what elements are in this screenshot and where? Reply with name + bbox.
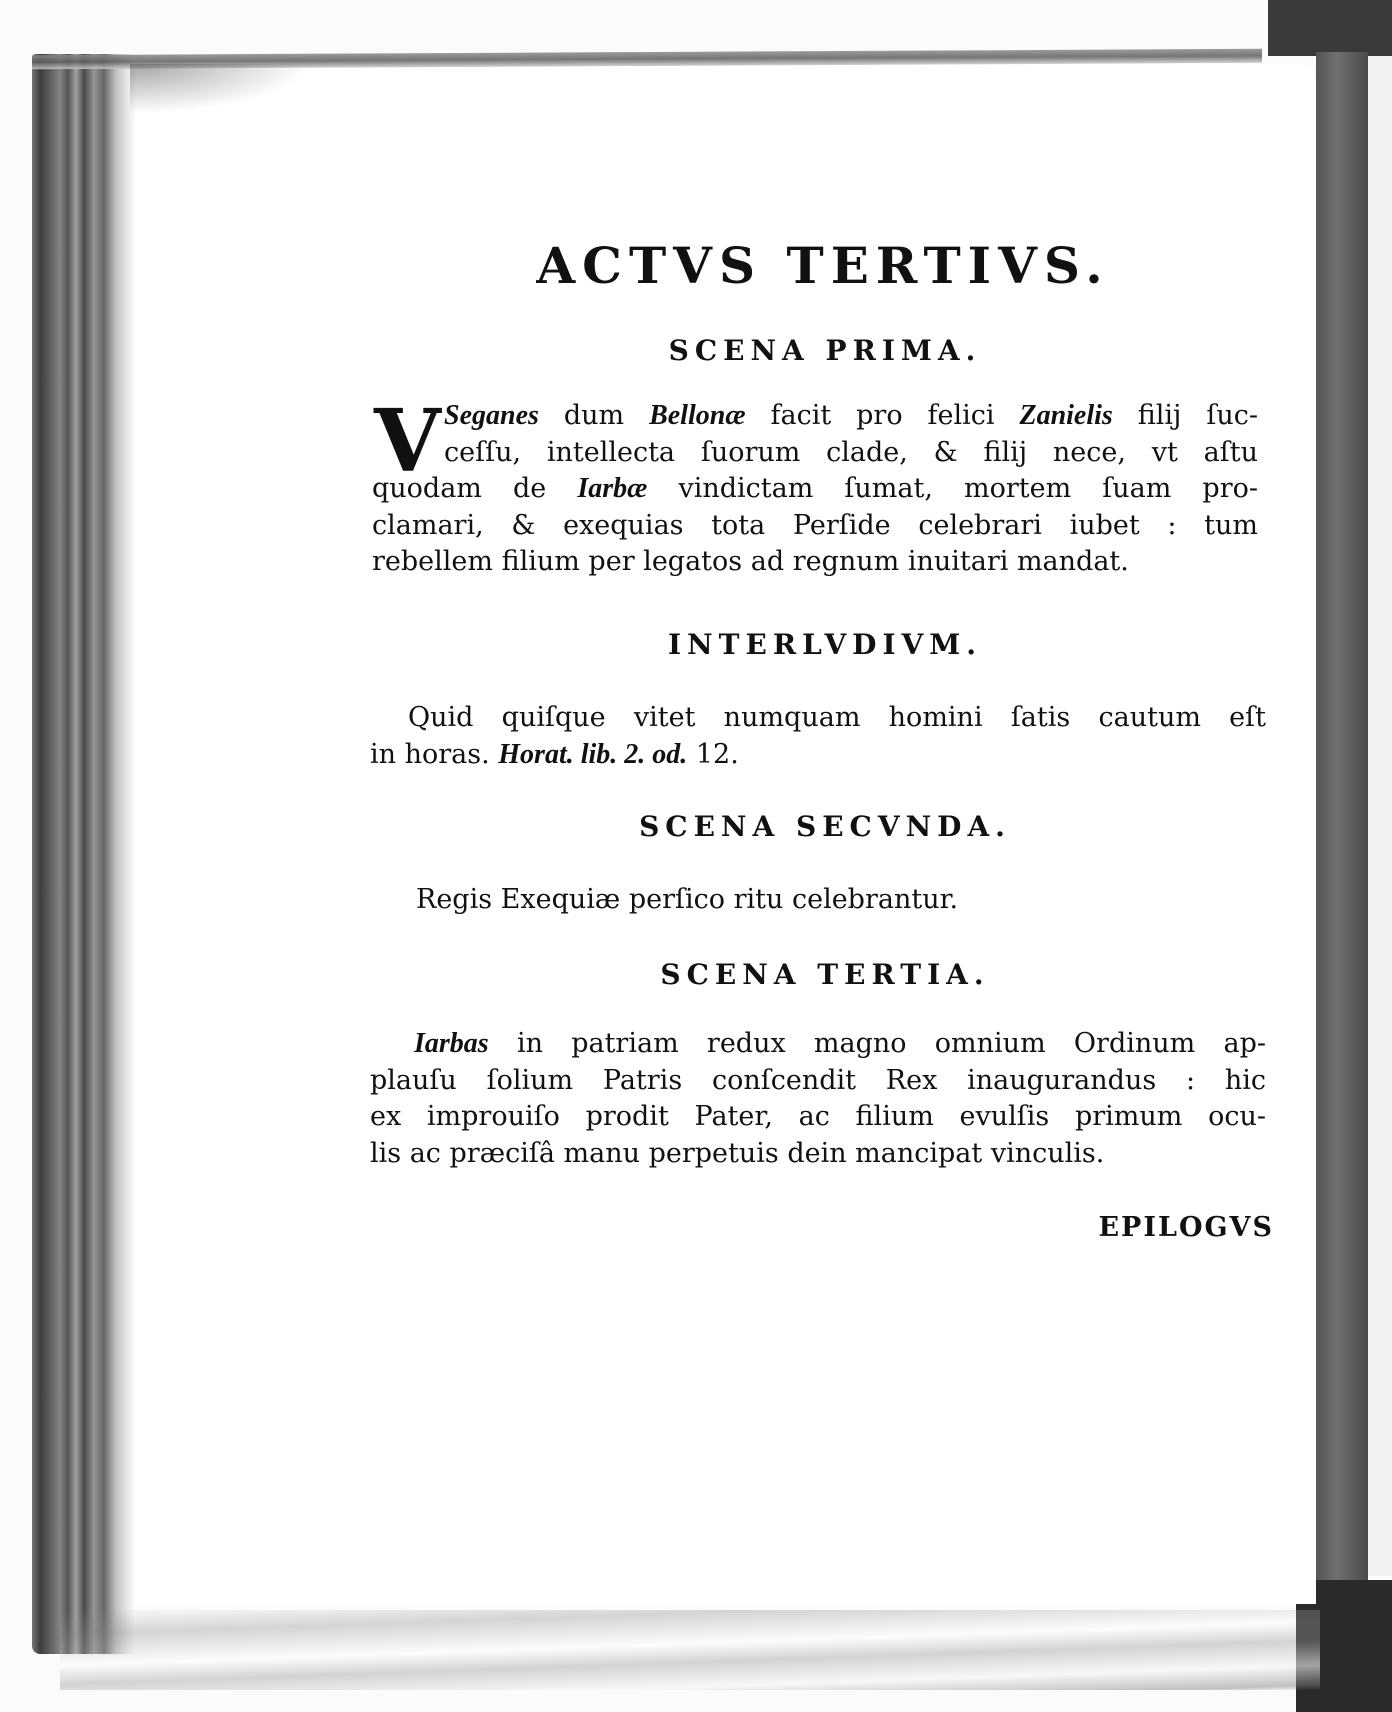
text-segment: in patriam redux magno omnium Ordinum ap- [488,1028,1266,1059]
text-line [372,398,1258,435]
act-title: ACTVS TERTIVS. [536,236,1110,295]
name-iarbae: Iarbæ [577,473,648,504]
name-bellonae: Bellonæ [649,400,746,431]
page-stack-left-edge [32,54,136,1654]
text-segment: lis ac præciſâ manu perpetuis dein mancipat vinculis. [370,1137,1105,1169]
interludium-text [370,700,1266,773]
text-segment: filij ſuc- [1112,400,1258,431]
text-segment: in horas. [370,738,499,770]
corner-shadow [130,64,310,114]
catchword: EPILOGVS [1098,1212,1274,1243]
text-segment: ceſſu, intellecta ſuorum clade, & filij nece, vt aſtu [444,436,1258,468]
text-segment: plauſu ſolium Patris conſcendit Rex inaugurandus : hic [370,1064,1266,1096]
text-line [370,1026,1266,1063]
page-stack-bottom-edge [60,1610,1320,1690]
text-line [370,1136,1266,1173]
text-segment: ex improuiſo prodit Pater, ac filium evulſis primum ocu- [370,1101,1266,1132]
text-segment: quodam de [372,473,578,504]
name-zanielis: Zanielis [1019,400,1113,431]
scene-heading-secunda: SCENA SECVNDA. [639,810,1011,843]
scene-heading-interludium: INTERLVDIVM. [667,628,983,661]
text-line [370,1063,1266,1100]
text-line [416,882,1266,919]
book-edge-right [1316,52,1368,1712]
drop-cap: V [374,391,441,492]
text-line [370,700,1266,737]
text-line [372,544,1258,581]
text-segment: vindictam ſumat, mortem ſuam pro- [647,473,1258,504]
text-line [372,435,1258,472]
scanner-shadow-top-right [1268,0,1392,56]
name-iarbas: Iarbas [414,1028,489,1059]
text-line [372,508,1258,545]
text-segment: rebellem filium per legatos ad regnum inuitari mandat. [372,546,1129,577]
text-segment: facit pro felici [745,400,1020,431]
text-line [370,737,1266,774]
text-line [372,471,1258,508]
text-segment: 12. [687,738,739,770]
text-segment: Regis Exequiæ perſico ritu celebrantur. [416,884,959,915]
scene-tertia-text [370,1026,1266,1172]
citation-horace: Horat. lib. 2. od. [498,738,688,770]
scene-secunda-text [416,882,1266,919]
text-line [370,1099,1266,1136]
scanner-margin-right [1368,56,1392,1576]
scene-prima-text [372,391,1258,581]
text-segment: clamari, & exequias tota Perſide celebrari iubet : tum [372,509,1258,541]
text-segment: Quid quiſque vitet numquam homini ſatis cautum eſt [408,702,1266,733]
scene-heading-tertia: SCENA TERTIA. [660,958,990,991]
name-seganes: Seganes [444,400,539,431]
text-segment: dum [538,400,650,431]
scene-heading-prima: SCENA PRIMA. [668,334,982,367]
